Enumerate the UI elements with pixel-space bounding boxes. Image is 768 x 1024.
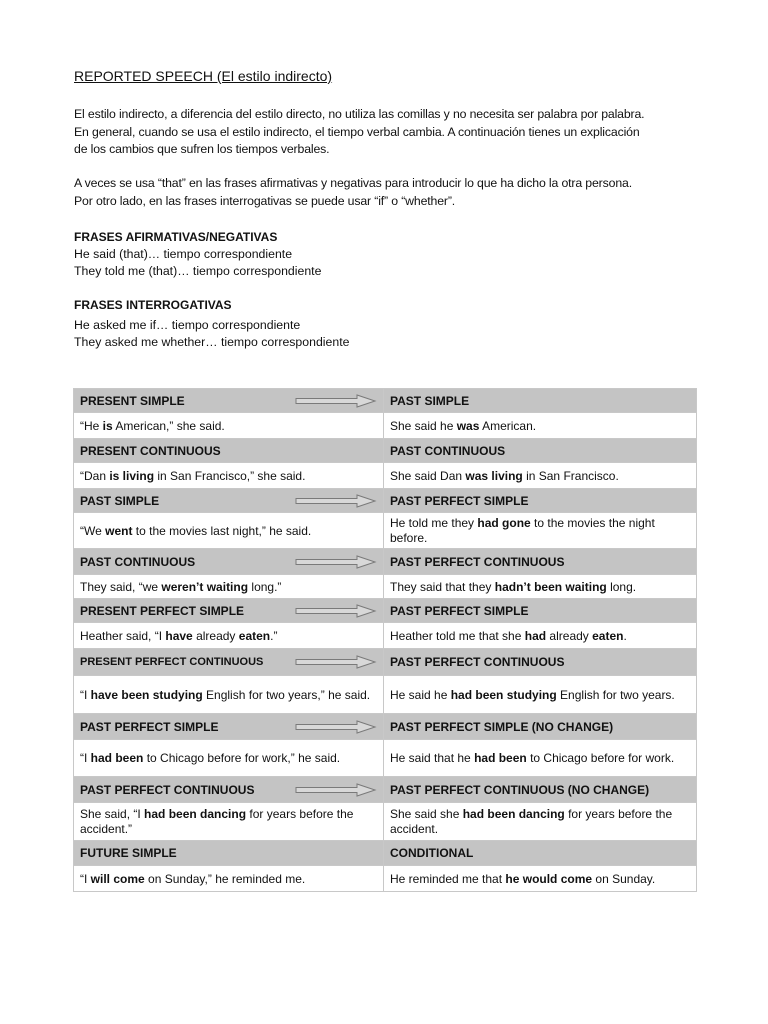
example-text: She said he [390,418,457,433]
direct-speech-example [74,575,384,599]
highlighted-verb: was [456,418,480,433]
example-text: “Dan [80,468,110,483]
tense-header-row [74,489,697,513]
example-text: English for two years,” he said. [202,687,371,702]
reported-tense-label: PAST PERFECT SIMPLE [384,599,697,623]
example-text: on Sunday. [592,871,656,886]
intro-line: de los cambios que sufren los tiempos verbales. [74,142,330,156]
reported-speech-example [384,740,697,777]
reported-speech-example [384,463,697,489]
highlighted-verb: eaten [238,628,271,643]
highlighted-verb: had been [474,751,527,765]
example-row [74,575,697,599]
reported-tense-label: PAST PERFECT SIMPLE [384,489,697,513]
example-row [74,676,697,714]
reported-speech-example [384,575,697,599]
example-text: American,” she said. [112,418,225,433]
right-arrow-icon [295,555,377,569]
reported-tense-label: PAST PERFECT CONTINUOUS [384,649,697,676]
highlighted-verb: have [165,628,193,643]
example-text: long. [606,579,637,594]
direct-speech-example [74,740,384,777]
highlighted-verb: was living [465,468,523,483]
affirmative-heading: FRASES AFIRMATIVAS/NEGATIVAS [74,230,278,244]
highlighted-verb: had been dancing [144,807,247,821]
intro-paragraph [74,106,699,159]
example-text: for years before the accident. [390,807,673,836]
right-arrow-icon [295,394,377,408]
highlighted-verb: had been studying [450,687,557,702]
example-text: already [546,628,593,643]
example-text: “He [80,418,103,433]
intro-line: A veces se usa “that” en las frases afirmativas y negativas para introducir lo que ha dicho la otra persona. [74,176,632,190]
reported-tense-label: PAST CONTINUOUS [384,439,697,463]
example-text: “I [80,751,91,765]
direct-speech-example [74,866,384,892]
direct-tense-label [74,841,384,866]
formula-line: He said (that)… tiempo correspondiente [74,247,293,261]
direct-tense-label [74,599,384,623]
direct-tense-label [74,777,384,803]
reported-tense-label: CONDITIONAL [384,841,697,866]
highlighted-verb: had [524,628,547,643]
tense-header-row [74,714,697,740]
example-row [74,463,697,489]
example-text: to Chicago before for work. [526,751,675,765]
highlighted-verb: is living [109,468,155,483]
example-text: on Sunday,” he reminded me. [144,871,306,886]
tense-header-row [74,439,697,463]
direct-tense-label [74,389,384,413]
example-row [74,803,697,841]
formula-line: They asked me whether… tiempo correspondiente [74,334,350,349]
direct-tense-label [74,439,384,463]
highlighted-verb: had been [90,751,144,765]
example-text: He said he [390,687,451,702]
highlighted-verb: had been dancing [462,807,565,821]
tense-name: PAST CONTINUOUS [80,554,196,569]
reported-tense-label: PAST PERFECT SIMPLE (NO CHANGE) [384,714,697,740]
direct-speech-example [74,623,384,649]
example-text: in San Francisco,” she said. [154,468,306,483]
example-text: long.” [248,579,282,594]
example-text: Heather said, “I [80,628,166,643]
example-text: to the movies last night,” he said. [132,523,312,538]
tense-name: PRESENT PERFECT CONTINUOUS [80,656,264,668]
tense-name: PAST PERFECT CONTINUOUS [80,782,255,797]
affirmative-lines [74,246,321,279]
tense-header-row [74,599,697,623]
example-text: to the movies the night before. [390,516,655,545]
example-text: English for two years. [556,687,675,702]
example-text: She said, “I [80,807,145,821]
example-text: for years before the accident.” [80,807,354,836]
page-title: REPORTED SPEECH (El estilo indirecto) [74,68,333,84]
example-text: American. [479,418,537,433]
highlighted-verb: eaten [592,628,624,643]
example-text: “I [80,687,91,702]
tense-header-row [74,841,697,866]
tense-name: PAST SIMPLE [80,493,160,508]
highlighted-verb: have been studying [90,687,203,702]
right-arrow-icon [295,655,377,669]
example-row [74,413,697,439]
tense-name: PAST PERFECT SIMPLE [80,719,219,734]
reported-speech-example [384,866,697,892]
example-row [74,740,697,777]
direct-speech-example [74,803,384,841]
example-text: . [623,628,627,643]
highlighted-verb: is [102,418,113,433]
direct-speech-example [74,463,384,489]
tense-header-row [74,649,697,676]
example-text: .” [270,628,278,643]
direct-speech-example [74,676,384,714]
intro-line: En general, cuando se usa el estilo indirecto, el tiempo verbal cambia. A continuación tienes un explicación [74,124,640,139]
example-text: She said Dan [390,468,466,483]
tense-header-row [74,549,697,575]
intro-line: Por otro lado, en las frases interrogativas se puede usar “if” o “whether”. [74,193,456,208]
tense-name: PRESENT CONTINUOUS [80,443,221,458]
example-text: They said, “we [80,579,162,594]
interrogative-lines [74,317,349,350]
direct-speech-example [74,513,384,549]
highlighted-verb: he would come [505,871,593,886]
reported-speech-example [384,676,697,714]
example-text: “I [80,871,91,886]
right-arrow-icon [295,494,377,508]
example-text: already [192,628,239,643]
example-text: She said she [390,807,463,821]
that-if-paragraph [74,175,699,210]
highlighted-verb: went [105,523,133,538]
direct-tense-label [74,549,384,575]
example-row [74,866,697,892]
reported-speech-example [384,623,697,649]
reported-speech-example [384,413,697,439]
example-text: They said that they [390,579,495,594]
example-text: He said that he [390,751,475,765]
highlighted-verb: will come [90,871,145,886]
intro-line: El estilo indirecto, a diferencia del estilo directo, no utiliza las comillas y no necesita ser palabra por palabra. [74,107,645,121]
highlighted-verb: hadn’t been waiting [494,579,607,594]
example-text: to Chicago before for work,” he said. [143,751,341,765]
example-text: He reminded me that [390,871,506,886]
example-text: He told me they [390,516,478,530]
tense-header-row [74,777,697,803]
right-arrow-icon [295,720,377,734]
highlighted-verb: had gone [477,516,531,530]
example-text: Heather told me that she [390,628,525,643]
example-row [74,513,697,549]
tense-header-row [74,389,697,413]
right-arrow-icon [295,604,377,618]
example-text: in San Francisco. [522,468,619,483]
tense-change-table [73,388,697,892]
example-text: “We [80,523,106,538]
reported-tense-label: PAST PERFECT CONTINUOUS (NO CHANGE) [384,777,697,803]
tense-name: FUTURE SIMPLE [80,846,177,860]
direct-tense-label [74,714,384,740]
tense-name: PRESENT SIMPLE [80,393,185,408]
example-row [74,623,697,649]
direct-tense-label [74,649,384,676]
reported-tense-label: PAST PERFECT CONTINUOUS [384,549,697,575]
right-arrow-icon [295,783,377,797]
interrogative-heading: FRASES INTERROGATIVAS [74,298,232,312]
direct-speech-example [74,413,384,439]
tense-name: PRESENT PERFECT SIMPLE [80,603,245,618]
formula-line: He asked me if… tiempo correspondiente [74,318,301,332]
direct-tense-label [74,489,384,513]
formula-line: They told me (that)… tiempo correspondiente [74,263,322,278]
reported-speech-example [384,513,697,549]
reported-speech-example [384,803,697,841]
highlighted-verb: weren’t waiting [161,579,249,594]
reported-tense-label: PAST SIMPLE [384,389,697,413]
